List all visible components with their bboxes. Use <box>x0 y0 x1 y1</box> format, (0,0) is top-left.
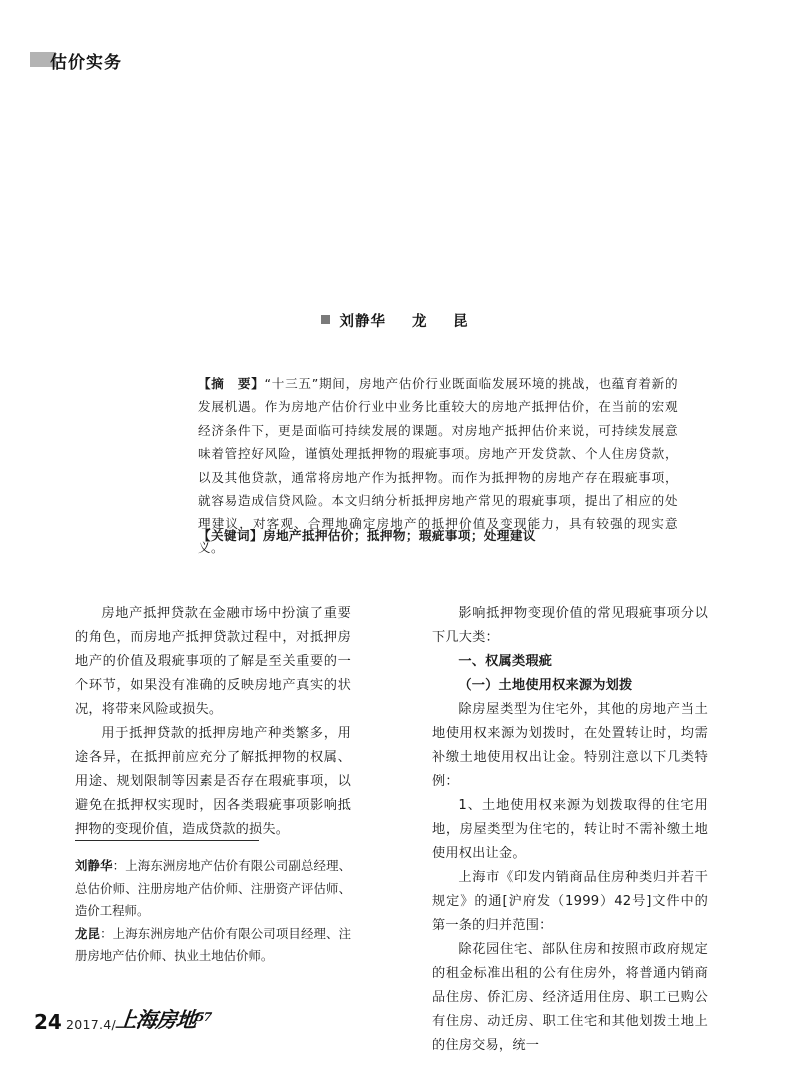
page-number: 24 <box>34 1010 62 1034</box>
body-paragraph: 房地产抵押贷款在金融市场中扮演了重要的角色，而房地产抵押贷款过程中，对抵押房地产的价值及瑕疵事项的了解是至关重要的一个环节，如果没有准确的反映房地产真实的状况，将带来风险或损失。 <box>75 606 351 717</box>
page-header <box>0 48 794 76</box>
square-bullet-icon <box>321 315 330 324</box>
footnote-author-2-name: 龙昆 <box>75 925 101 941</box>
footnote-author-1 <box>75 855 351 923</box>
body-paragraph: 除房屋类型为住宅外，其他的房地产当土地使用权来源为划拨时，在处置转让时，均需补缴土地使用权出让金。特别注意以下几类特例： <box>432 702 708 789</box>
issue-date: 2017.4/ <box>66 1017 117 1032</box>
footnote-block <box>75 855 351 968</box>
body-paragraph: 除花园住宅、部队住房和按照市政府规定的租金标准出租的公有住房外，将普通内销商品住房、侨汇房、经济适用住房、职工已购公有住房、动迁房、职工住宅和其他划拨土地上的住房交易，统一 <box>432 942 708 1053</box>
body-column-left <box>75 602 351 842</box>
footnote-author-1-info: ：上海东洲房地产估价有限公司副总经理、总估价师、注册房地产估价师、注册资产评估师、造价工程师。 <box>75 858 352 918</box>
body-paragraph: 用于抵押贷款的抵押房地产种类繁多，用途各异，在抵押前应充分了解抵押物的权属、用途、规划限制等因素是否存在瑕疵事项，以避免在抵押权实现时，因各类瑕疵事项影响抵押物的变现价值，造成贷款的损失。 <box>75 726 351 837</box>
body-paragraph: 影响抵押物变现价值的常见瑕疵事项分以下几大类： <box>432 606 708 645</box>
page-footer <box>34 1006 434 1046</box>
footnote-author-2-info: ：上海东洲房地产估价有限公司项目经理、注册房地产估价师、执业土地估价师。 <box>75 925 352 963</box>
abstract-text: “十三五”期间，房地产估价行业既面临发展环境的挑战，也蕴育着新的发展机遇。作为房地产估价行业中业务比重较大的房地产抵押估价，在当前的宏观经济条件下，更是面临可持续发展的课题。对房地产抵押估价来说，可持续发展意味着管控好风险，谨慎处理抵押物的瑕疵事项。房地产开发贷款、个人住房贷款，以及其他贷款，通常将房地产作为抵押物。而作为抵押物的房地产存在瑕疵事项，就容易造成信贷风险。本文归纳分析抵押房地产常见的瑕疵事项，提出了相应的处理建议，对客观、合理地确定房地产的抵押价值及变现能力，具有较强的现实意义。 <box>198 376 678 555</box>
author-name-primary: 刘静华 <box>339 314 386 330</box>
body-paragraph: 1、土地使用权来源为划拨取得的住宅用地，房屋类型为住宅的，转让时不需补缴土地使用权出让金。 <box>432 798 708 861</box>
byline <box>0 310 794 331</box>
body-heading: 一、权属类瑕疵 <box>458 654 553 669</box>
author-name-secondary: 龙 昆 <box>412 314 474 330</box>
keywords-text: 房地产抵押估价；抵押物；瑕疵事项；处理建议 <box>262 528 536 543</box>
footnote-author-1-name: 刘静华 <box>75 858 113 873</box>
section-title: 估价实务 <box>50 53 122 73</box>
body-column-right <box>432 602 708 1058</box>
journal-logo-number: 57 <box>195 1010 212 1024</box>
journal-logo-text: 上海房地 <box>114 1007 198 1032</box>
body-paragraph: 上海市《印发内销商品住房种类归并若干规定》的通[沪府发（1999）42号]文件中的第一条的归并范围： <box>432 870 708 933</box>
abstract-label: 【摘 要】 <box>198 376 265 391</box>
keywords-block <box>198 524 678 547</box>
keywords-label: 【关键词】 <box>198 528 263 543</box>
body-subheading: （一）土地使用权来源为划拨 <box>458 678 633 693</box>
journal-logo <box>114 1004 212 1034</box>
footnote-author-2 <box>75 923 351 968</box>
footnote-divider <box>75 840 259 841</box>
